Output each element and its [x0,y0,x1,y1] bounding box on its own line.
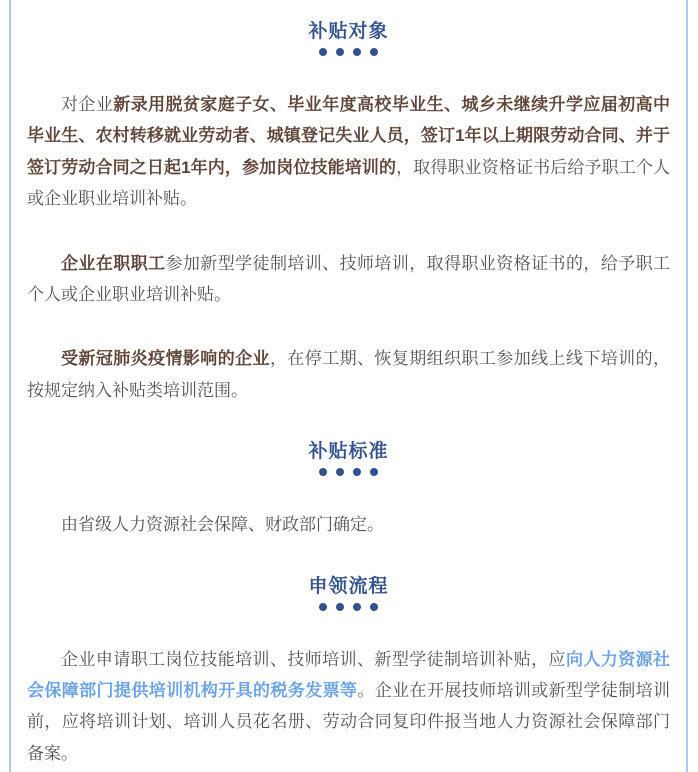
text-span: ，取得职业资格证书后给予职工个人或企业职业培训补贴。 [27,157,670,209]
text-span: 参加新型学徒制培训、技师培训，取得职业资格证书的，给予职工个人或企业职业培训补贴。 [27,253,671,305]
emphasis-span: 企业在职职工 [61,253,166,273]
dot-icon [353,603,361,611]
dot-icon [319,48,327,56]
dot-icon [336,48,344,56]
dot-icon [336,603,344,611]
dot-icon [353,468,361,476]
dot-icon [370,48,378,56]
text-span: 由省级人力资源社会保障、财政部门确定。 [61,515,384,535]
text-span: 。企业在开展技师培训或新型学徒制培训前，应将培训计划、培训人员花名册、劳动合同复印件报当地人力资源社会保障部门备案。 [27,681,671,763]
section-subsidy-targets [27,22,670,406]
dot-icon [353,48,361,56]
paragraph [27,644,670,770]
section-application-process [27,577,670,770]
text-span: ，在停工期、恢复期组织职工参加线上线下培训的，按规定纳入补贴类培训范围。 [27,349,671,400]
dots-divider [27,48,670,56]
dot-icon [370,603,378,611]
highlighted-blue-span: 向人力资源社会保障部门提供培训机构开具的税务发票等 [27,649,671,701]
text-span: 对企业 [61,95,114,114]
dots-divider [27,603,670,611]
paragraph [27,248,670,311]
paragraph [27,509,670,540]
emphasis-span: 受新冠肺炎疫情影响的企业 [61,349,270,369]
text-span: 企业申请职工岗位技能培训、技师培训、新型学徒制培训补贴，应 [61,649,566,669]
section-title: 申领流程 [308,575,389,597]
section-subsidy-standard [27,442,670,540]
dot-icon [336,468,344,476]
section-title: 补贴标准 [308,441,389,463]
dots-divider [27,468,670,476]
dot-icon [319,603,327,611]
emphasis-span: 新录用脱贫家庭子女、毕业年度高校毕业生、城乡未继续升学应届初高中毕业生、农村转移就业劳动者、城镇登记失业人员，签订1年以上期限劳动合同、并于签订劳动合同之日起1年内，参加岗位技能培训的 [27,95,671,177]
paragraph [27,89,670,215]
dot-icon [370,468,378,476]
dot-icon [319,468,327,476]
section-title: 补贴对象 [308,21,389,42]
paragraph [27,343,670,406]
